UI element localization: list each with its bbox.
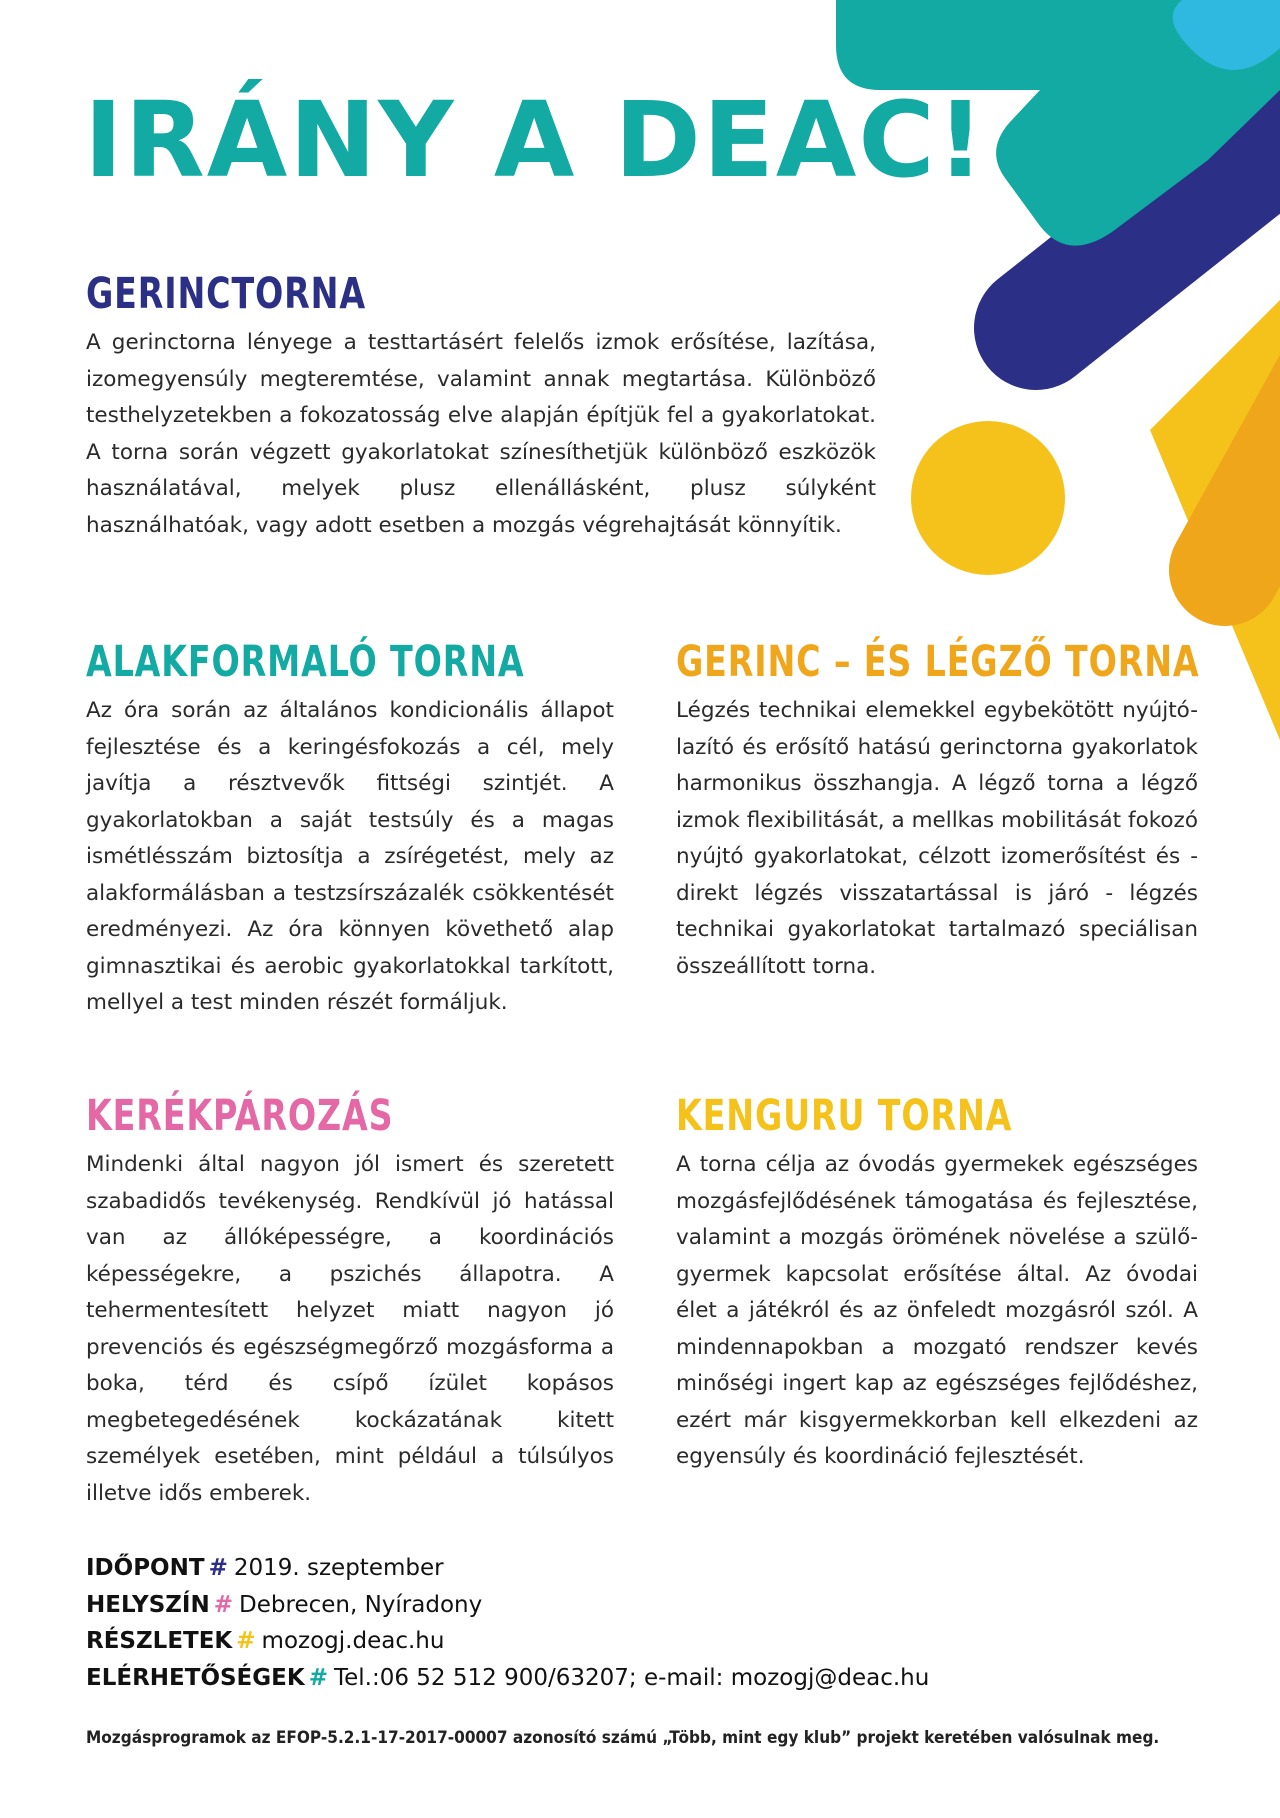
section-alakformalo-torna bbox=[86, 637, 614, 1022]
info-value: 2019. szeptember bbox=[233, 1555, 444, 1581]
section-body: Mindenki által nagyon jól ismert és szeretett szabadidős tevékenység. Rendkívül jó hatással van az állóképességre, a koordinációs képességekre, a pszichés állapotra. A tehermentesített helyzet miatt nagyon jó prevenciós és egészségmegőrző mozgásforma a boka, térd és csípő ízület kopásos megbetegedésének kockázatának kitett személyek esetében, mint például a túlsúlyos illetve idős emberek. bbox=[86, 1152, 614, 1506]
section-body: A gerinctorna lényege a testtartásért felelős izmok erősítése, lazítása, izomegyensúly megteremtése, valamint annak megtartása. Különböző testhelyzetekben a fokozatosság elve alapján építjük fel a gyakorlatokat. A torna során végzett gyakorlatokat színesíthetjük különböző eszközök használatával, melyek plusz ellenállásként, plusz súlyként használhatóak, vagy adott esetben a mozgás végrehajtását könnyítik. bbox=[86, 330, 876, 538]
section-heading: ALAKFORMALÓ TORNA bbox=[86, 637, 525, 687]
section-gerinctorna bbox=[86, 269, 876, 544]
section-body: Az óra során az általános kondicionális állapot fejlesztése és a keringésfokozás a cél, mely javítja a résztvevők fittségi szintjét. A gyakorlatokban a saját testsúly és a magas ismétlésszám biztosítja a zsírégetést, mely az alakformálásban a testzsírszázalék csökkentését eredményezi. Az óra könnyen követhető alap gimnasztikai és aerobic gyakorlatokkal tarkított, mellyel a test minden részét formáljuk. bbox=[86, 698, 614, 1016]
section-gerinc-es-legzo-torna bbox=[676, 637, 1200, 985]
section-kerekparozas bbox=[86, 1091, 614, 1512]
section-heading: GERINCTORNA bbox=[86, 269, 366, 319]
section-kenguru-torna bbox=[676, 1091, 1198, 1476]
section-heading: KERÉKPÁROZÁS bbox=[86, 1091, 394, 1141]
section-heading: KENGURU TORNA bbox=[676, 1091, 1013, 1141]
info-value: Debrecen, Nyíradony bbox=[239, 1591, 483, 1618]
info-row-idopont bbox=[86, 1550, 1186, 1587]
info-label: ELÉRHETŐSÉGEK bbox=[86, 1664, 305, 1691]
footnote: Mozgásprogramok az EFOP-5.2.1-17-2017-00007 azonosító számú „Több, mint egy klub” projekt keretében valósulnak meg. bbox=[86, 1728, 1160, 1747]
page-title: IRÁNY A DEAC! bbox=[84, 79, 987, 201]
info-row-reszletek bbox=[86, 1623, 1186, 1660]
hash-icon: # bbox=[208, 1555, 228, 1581]
section-body: A torna célja az óvodás gyermekek egészséges mozgásfejlődésének támogatása és fejlesztése, valamint a mozgás örömének növelése a szülő-gyermek kapcsolat erősítése által. Az óvodai élet a játékról és az önfeledt mozgásról szól. A mindennapokban a mozgató rendszer kevés minőségi ingert kap az egészséges fejlődéshez, ezért már kisgyermekkorban kell elkezdeni az egyensúly és koordináció fejlesztését. bbox=[676, 1152, 1198, 1470]
info-value: Tel.:06 52 512 900/63207; e-mail: mozogj@deac.hu bbox=[333, 1664, 930, 1691]
yellow-circle-shape bbox=[911, 421, 1065, 575]
section-body: Légzés technikai elemekkel egybekötött nyújtó-lazító és erősítő hatású gerinctorna gyakorlatok harmonikus összhangja. A légző torna a légző izmok flexibilitását, a mellkas mobilitását fokozó nyújtó gyakorlatokat, célzott izomerősítést és - direkt légzés visszatartással is járó - légzés technikai gyakorlatokat tartalmazó speciálisan összeállított torna. bbox=[676, 698, 1198, 979]
hash-icon: # bbox=[213, 1591, 234, 1618]
info-label: RÉSZLETEK bbox=[86, 1628, 233, 1654]
hash-icon: # bbox=[308, 1664, 328, 1691]
info-label: HELYSZÍN bbox=[86, 1591, 210, 1618]
hash-icon: # bbox=[236, 1628, 256, 1654]
section-heading: GERINC – ÉS LÉGZŐ TORNA bbox=[676, 637, 1200, 687]
info-row-elerhetosegek bbox=[86, 1660, 1186, 1697]
info-label: IDŐPONT bbox=[86, 1555, 205, 1581]
event-info bbox=[86, 1550, 1186, 1696]
info-value: mozogj.deac.hu bbox=[261, 1628, 445, 1654]
info-row-helyszin bbox=[86, 1587, 1186, 1624]
